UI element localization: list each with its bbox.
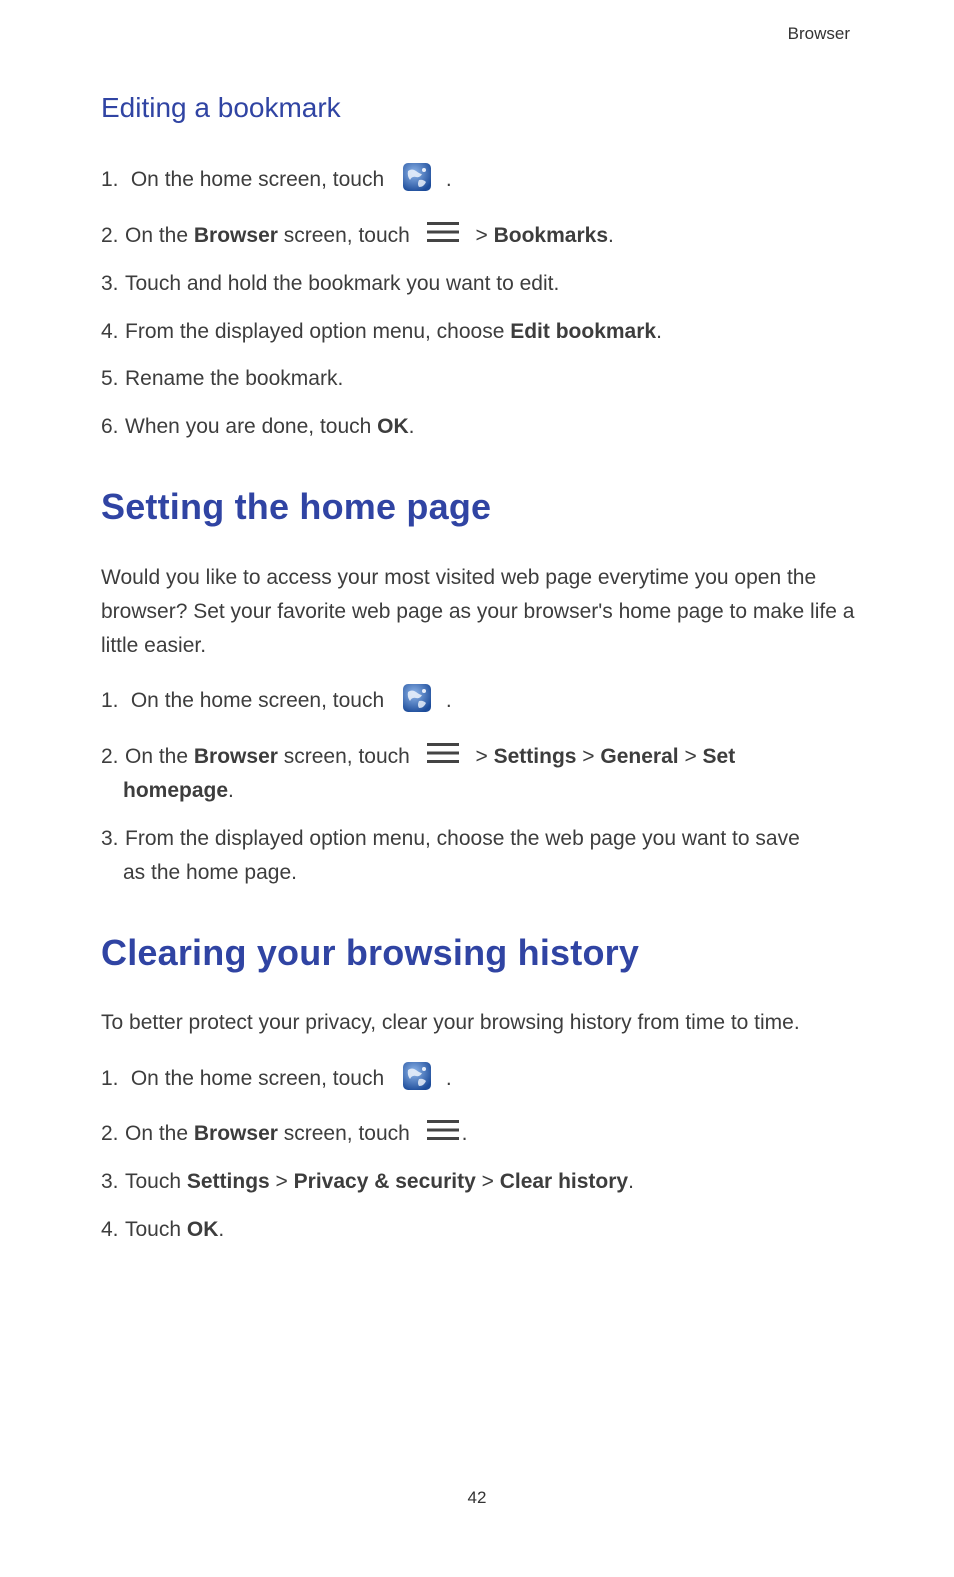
intro-paragraph: Would you like to access your most visited web page everytime you open the browser? Set your favorite web page as your browser's home page to make life a little easier. xyxy=(101,566,855,657)
list-item: 1. On the home screen, touch . xyxy=(101,684,861,718)
intro-paragraph: To better protect your privacy, clear your browsing history from time to time. xyxy=(101,1011,800,1034)
list-item: 4. Touch OK. xyxy=(101,1218,225,1241)
menu-icon xyxy=(426,219,460,245)
list-item: 4. From the displayed option menu, choose Edit bookmark. xyxy=(101,320,662,343)
list-item: 2. On the Browser screen, touch . xyxy=(101,1117,861,1151)
running-head: Browser xyxy=(787,24,850,43)
list-item: 3. Touch and hold the bookmark you want to edit. xyxy=(101,272,560,295)
list-item: 1. On the home screen, touch . xyxy=(101,1062,861,1096)
page-number: 42 xyxy=(467,1488,487,1507)
heading-clearing-history: Clearing your browsing history xyxy=(101,932,640,973)
list-item: 2. On the Browser screen, touch > Bookmarks. xyxy=(101,219,861,253)
heading-editing-bookmark: Editing a bookmark xyxy=(101,92,341,123)
heading-setting-home-page: Setting the home page xyxy=(101,486,492,527)
list-item: 6. When you are done, touch OK. xyxy=(101,415,415,438)
list-item: 1. On the home screen, touch . xyxy=(101,163,861,197)
list-item: 3. Touch Settings > Privacy & security > Clear history. xyxy=(101,1170,634,1193)
globe-icon xyxy=(402,162,432,192)
list-item: 2. On the Browser screen, touch > Settings > General > Set homepage. xyxy=(101,740,861,808)
list-item: 3. From the displayed option menu, choose the web page you want to save as the home page. xyxy=(101,827,800,884)
list-item: 5. Rename the bookmark. xyxy=(101,367,344,390)
menu-icon xyxy=(426,740,460,766)
menu-icon xyxy=(426,1117,460,1143)
globe-icon xyxy=(402,683,432,713)
globe-icon xyxy=(402,1061,432,1091)
